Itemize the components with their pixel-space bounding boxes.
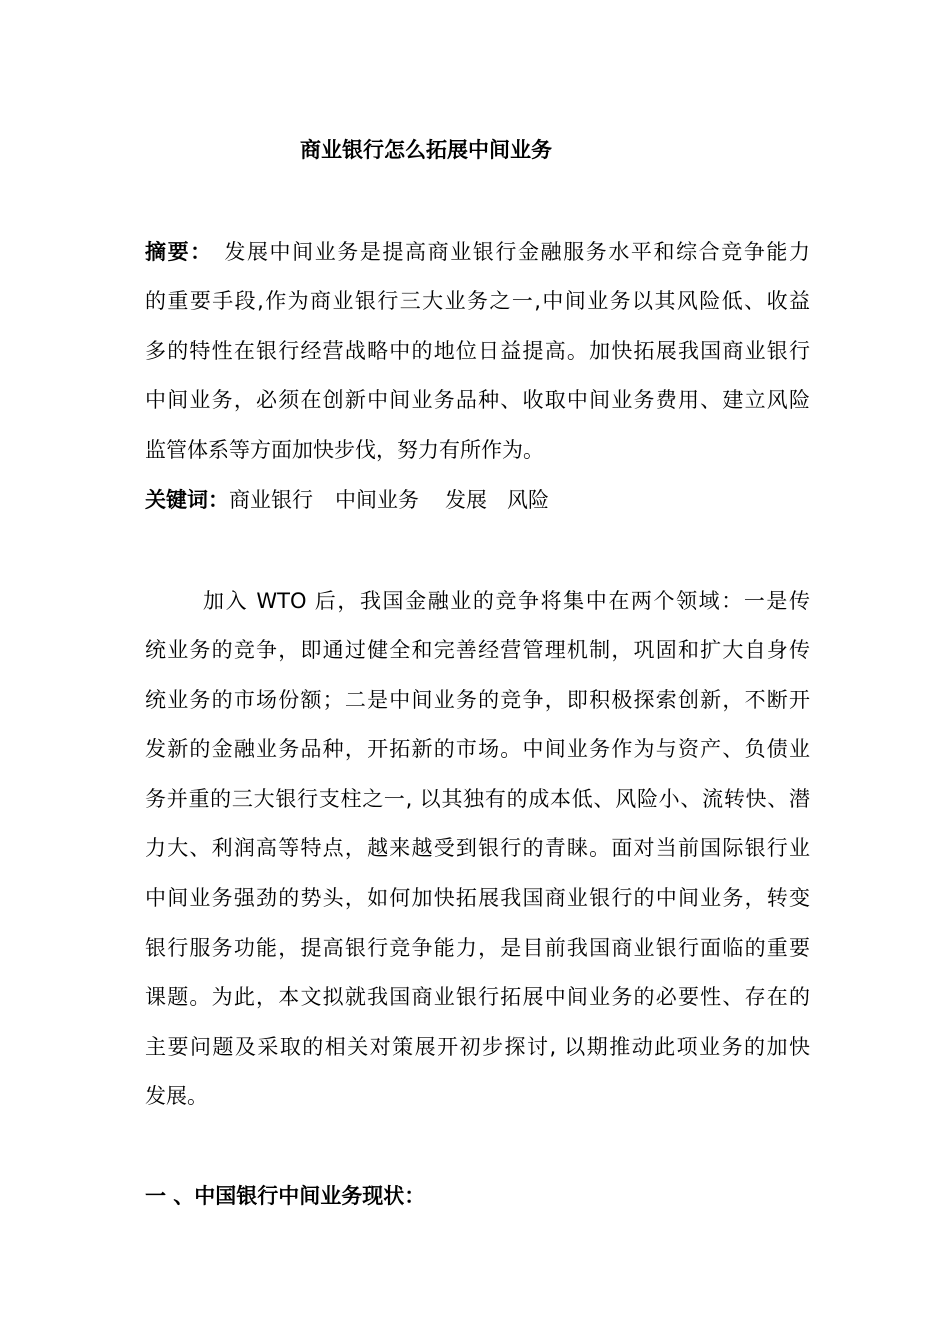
abstract-line: 多的特性在银行经营战略中的地位日益提高。加快拓展我国商业银行 — [145, 339, 810, 363]
section-heading: 一 、中国银行中间业务现状： — [145, 1184, 426, 1208]
keyword: 中间业务 — [335, 488, 419, 512]
body-line: 统业务的市场份额；二是中间业务的竞争，即积极探索创新，不断开 — [145, 688, 810, 712]
abstract-text: 发展中间业务是提高商业银行金融服务水平和综合竞争能力 — [222, 240, 811, 264]
keyword: 发展 — [445, 488, 487, 512]
keyword: 商业银行 — [229, 488, 313, 512]
body-line: 加入 WTO 后，我国金融业的竞争将集中在两个领域：一是传 — [203, 589, 810, 613]
abstract-line — [145, 238, 810, 266]
body-line: 务并重的三大银行支柱之一, 以其独有的成本低、风险小、流转快、潜 — [145, 787, 810, 811]
abstract-line: 监管体系等方面加快步伐，努力有所作为。 — [145, 438, 544, 462]
document-title: 商业银行怎么拓展中间业务 — [300, 138, 552, 162]
body-line: 发展。 — [145, 1084, 208, 1108]
abstract-line: 的重要手段,作为商业银行三大业务之一,中间业务以其风险低、收益 — [145, 289, 810, 313]
body-line: 力大、利润高等特点，越来越受到银行的青睐。面对当前国际银行业 — [145, 836, 810, 860]
body-line: 主要问题及采取的相关对策展开初步探讨, 以期推动此项业务的加快 — [145, 1035, 810, 1059]
keywords-line — [145, 486, 810, 514]
body-line: 发新的金融业务品种，开拓新的市场。中间业务作为与资产、负债业 — [145, 737, 810, 761]
body-line: 中间业务强劲的势头，如何加快拓展我国商业银行的中间业务，转变 — [145, 886, 810, 910]
body-line: 银行服务功能，提高银行竞争能力，是目前我国商业银行面临的重要 — [145, 936, 810, 960]
body-line: 课题。为此，本文拟就我国商业银行拓展中间业务的必要性、存在的 — [145, 985, 810, 1009]
keyword: 风险 — [507, 488, 549, 512]
body-line: 统业务的竞争，即通过健全和完善经营管理机制，巩固和扩大自身传 — [145, 638, 810, 662]
abstract-line: 中间业务，必须在创新中间业务品种、收取中间业务费用、建立风险 — [145, 388, 810, 412]
keywords-label: 关键词： — [145, 488, 229, 512]
abstract-label: 摘要： — [145, 240, 213, 264]
